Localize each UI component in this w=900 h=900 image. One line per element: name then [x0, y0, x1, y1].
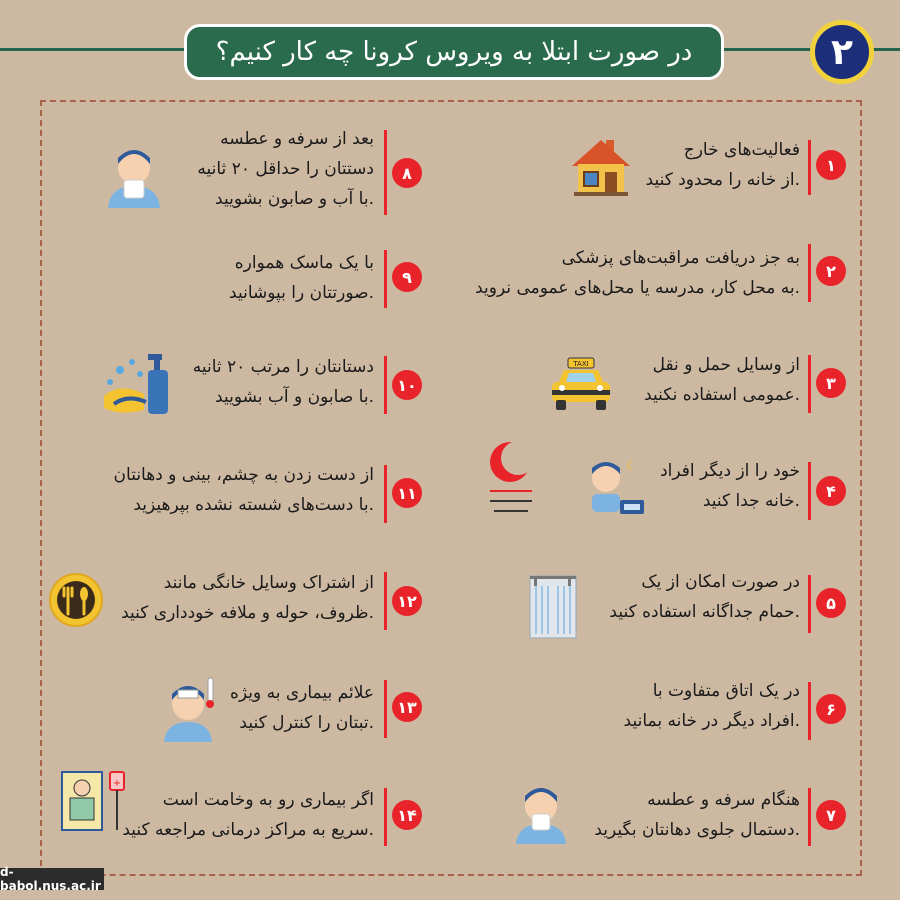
item-3-text: [644, 350, 800, 410]
item-3-line-1: از وسایل حمل و نقل: [652, 355, 800, 375]
item-9-bar: [384, 250, 387, 308]
item-8-text: [197, 124, 374, 214]
item-10-number: ۱۰: [397, 375, 417, 395]
person-tissue-icon: [508, 782, 574, 846]
shower-icon: [528, 572, 578, 642]
item-1-line-1: فعالیت‌های خارج: [683, 140, 800, 160]
item-14-line-2: سریع به مراکز درمانی مراجعه کنید.: [122, 820, 374, 840]
red-crescent-logo: [476, 438, 546, 528]
item-2-line-1: به جز دریافت مراقبت‌های پزشکی: [561, 248, 800, 268]
item-8-badge: [392, 158, 422, 188]
item-1-number: ۱: [826, 155, 836, 175]
item-4-bar: [808, 462, 811, 520]
item-10-line-2: با صابون و آب بشویید.: [215, 387, 374, 407]
item-10-bar: [384, 356, 387, 414]
plus-glyph: +: [112, 778, 122, 789]
page-title: [184, 24, 724, 80]
item-12-text: [121, 568, 374, 628]
item-9-line-1: با یک ماسک همواره: [234, 253, 374, 273]
item-11-number: ۱۱: [397, 483, 417, 503]
item-2-text: [475, 243, 800, 303]
footer-text: d-babol.nus.ac.ir: [0, 865, 101, 893]
section-number: ۲: [831, 31, 853, 73]
sneezing-person-icon: [104, 144, 164, 210]
item-12-line-2: ظروف، حوله و ملافه خودداری کنید.: [121, 603, 374, 623]
item-12-bar: [384, 572, 387, 630]
item-2-number: ۲: [826, 261, 836, 281]
item-7-text: [594, 785, 800, 845]
item-6-line-1: در یک اتاق متفاوت با: [652, 681, 800, 701]
item-11-text: [114, 460, 374, 520]
item-13-number: ۱۳: [397, 697, 417, 717]
item-12-line-1: از اشتراک وسایل خانگی مانند: [163, 573, 374, 593]
item-5-line-2: حمام جداگانه استفاده کنید.: [609, 602, 800, 622]
item-11-bar: [384, 465, 387, 523]
item-10-text: [193, 352, 374, 412]
hospital-bed-icon: [60, 768, 130, 834]
footer-url: [0, 865, 104, 893]
item-6-text: [624, 676, 800, 736]
taxi-sign-text: TAXI: [573, 360, 589, 368]
item-4-line-2: خانه جدا کنید.: [702, 491, 800, 511]
item-5-text: [609, 567, 800, 627]
item-13-bar: [384, 680, 387, 738]
item-6-number: ۶: [826, 699, 836, 719]
item-6-badge: [816, 694, 846, 724]
item-8-line-2: دستتان را حداقل ۲۰ ثانیه: [197, 159, 374, 179]
item-3-line-2: عمومی استفاده نکنید.: [644, 385, 800, 405]
sick-person-bed-icon: [586, 456, 648, 516]
item-11-badge: [392, 478, 422, 508]
item-7-line-2: دستمال جلوی دهانتان بگیرید.: [594, 820, 800, 840]
item-14-number: ۱۴: [397, 805, 417, 825]
moon-glyph: ☾: [626, 459, 637, 473]
item-4-badge: [816, 476, 846, 506]
item-6-line-2: افراد دیگر در خانه بمانید.: [623, 711, 800, 731]
house-icon: [568, 134, 634, 198]
item-14-bar: [384, 788, 387, 846]
item-14-badge: [392, 800, 422, 830]
item-2-badge: [816, 256, 846, 286]
item-5-badge: [816, 588, 846, 618]
item-5-number: ۵: [826, 593, 836, 613]
title-text: در صورت ابتلا به ویروس کرونا چه کار کنیم؟: [215, 37, 693, 67]
item-10-line-1: دستانتان را مرتب ۲۰ ثانیه: [192, 357, 374, 377]
item-1-bar: [808, 140, 811, 195]
item-11-line-2: با دست‌های شسته نشده بپرهیزید.: [133, 495, 374, 515]
item-3-badge: [816, 368, 846, 398]
item-13-text: [230, 678, 374, 738]
fever-person-icon: [160, 676, 220, 742]
section-number-badge: [810, 20, 874, 84]
utensils-icon: [48, 572, 104, 628]
item-4-line-1: خود را از دیگر افراد: [660, 461, 800, 481]
item-12-number: ۱۲: [397, 591, 417, 611]
item-7-number: ۷: [826, 805, 836, 825]
item-7-bar: [808, 788, 811, 846]
item-12-badge: [392, 586, 422, 616]
item-9-text: [229, 248, 374, 308]
item-1-badge: [816, 150, 846, 180]
item-6-bar: [808, 682, 811, 740]
item-14-text: [122, 785, 374, 845]
item-11-line-1: از دست زدن به چشم، بینی و دهانتان: [113, 465, 374, 485]
item-4-number: ۴: [826, 481, 836, 501]
item-8-line-3: با آب و صابون بشویید.: [215, 189, 374, 209]
item-1-text: [646, 135, 800, 195]
item-9-line-2: صورتتان را بپوشانید.: [229, 283, 374, 303]
item-9-badge: [392, 262, 422, 292]
item-9-number: ۹: [402, 267, 412, 287]
item-1-line-2: از خانه را محدود کنید.: [645, 170, 800, 190]
item-8-line-1: بعد از سرفه و عطسه: [220, 129, 374, 149]
item-10-badge: [392, 370, 422, 400]
item-2-line-2: به محل کار، مدرسه یا محل‌های عمومی نروید.: [475, 278, 800, 298]
item-3-bar: [808, 355, 811, 413]
item-5-line-1: در صورت امکان از یک: [641, 572, 800, 592]
item-13-badge: [392, 692, 422, 722]
item-4-text: [660, 456, 800, 516]
item-8-bar: [384, 130, 387, 215]
taxi-icon: [548, 356, 614, 412]
item-2-bar: [808, 244, 811, 302]
item-3-number: ۳: [826, 373, 836, 393]
item-13-line-2: تبتان را کنترل کنید.: [239, 713, 374, 733]
item-13-line-1: علائم بیماری به ویژه: [229, 683, 374, 703]
item-7-line-1: هنگام سرفه و عطسه: [647, 790, 800, 810]
item-14-line-1: اگر بیماری رو به وخامت است: [162, 790, 374, 810]
item-8-number: ۸: [402, 163, 412, 183]
item-7-badge: [816, 800, 846, 830]
handwashing-icon: [100, 350, 178, 422]
item-5-bar: [808, 575, 811, 633]
